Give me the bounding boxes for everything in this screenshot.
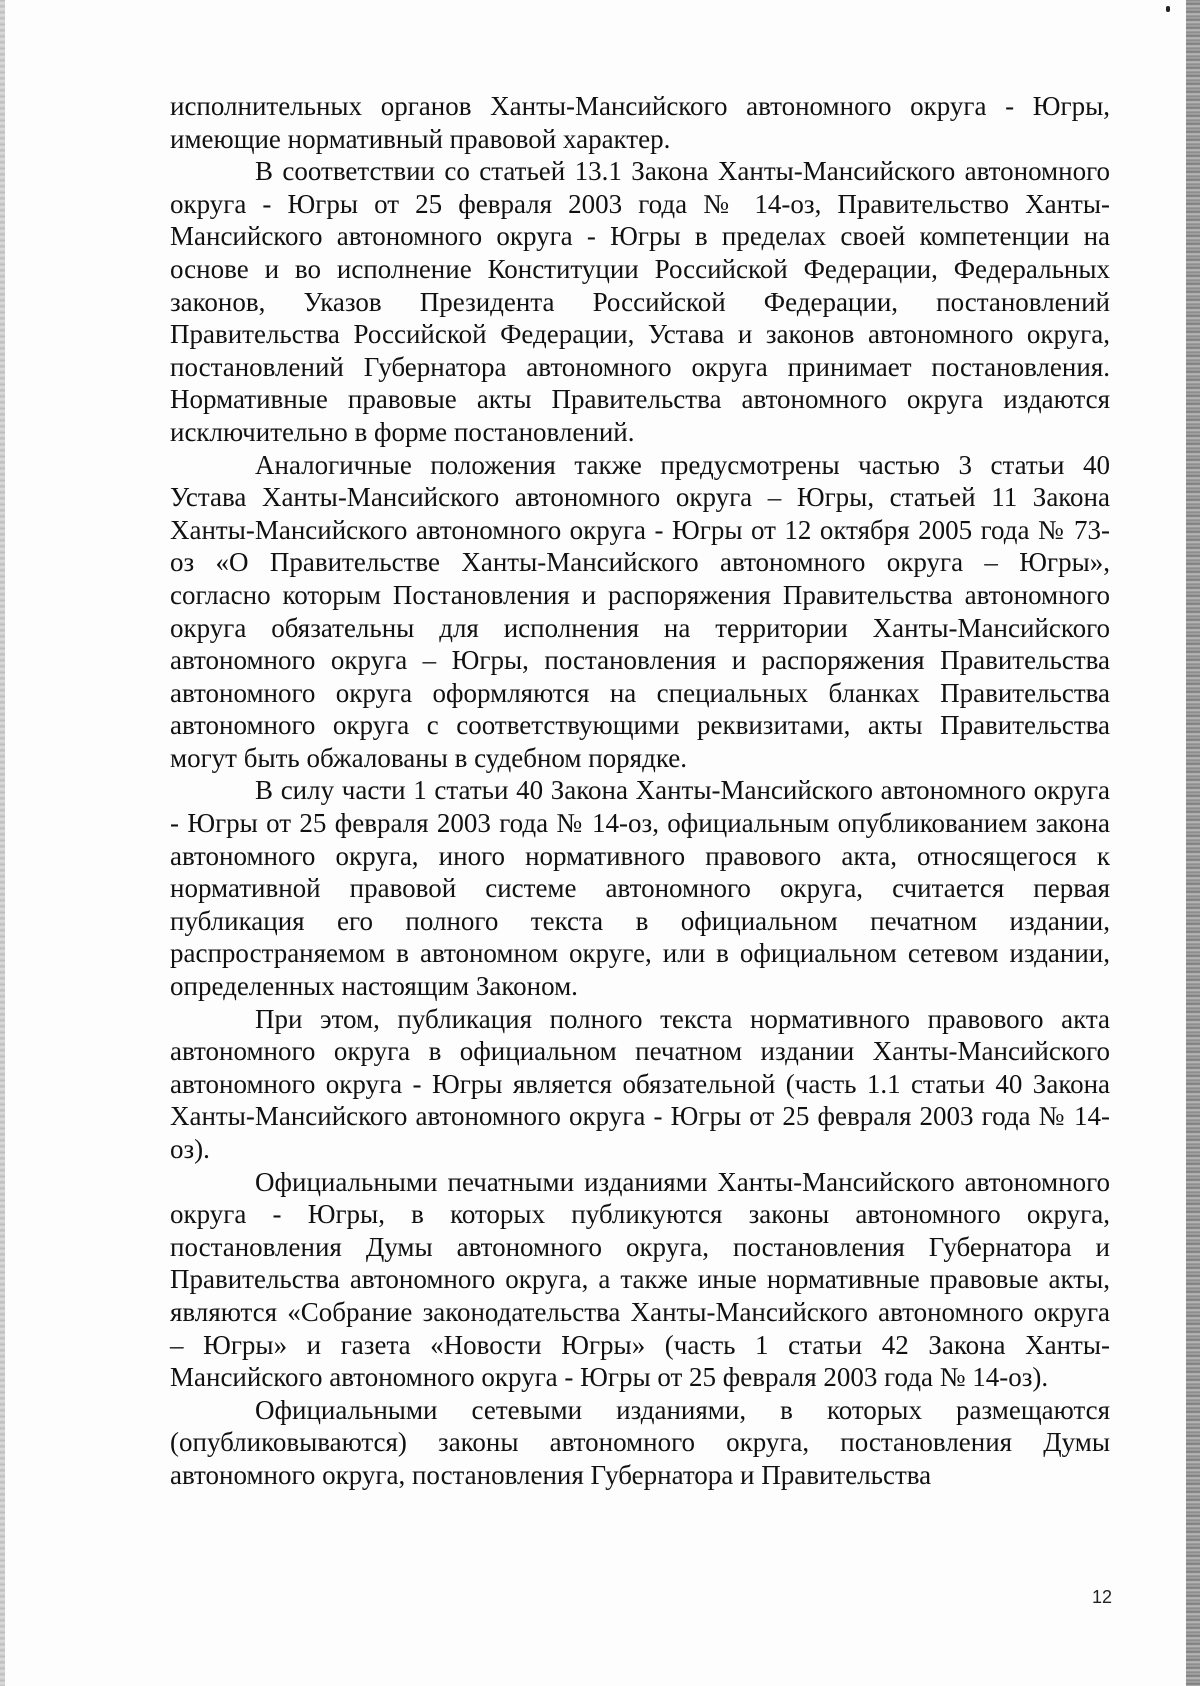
page-number: 12 — [1092, 1587, 1113, 1607]
scan-right-edge — [1186, 0, 1200, 1686]
scan-artifact-mark — [1166, 6, 1170, 12]
paragraph-continuation: исполнительных органов Ханты-Мансийского автономного округа - Югры, имеющие нормативный правовой характер. — [170, 91, 1110, 154]
paragraph-network-editions: Официальными сетевыми изданиями, в которых размещаются (опубликовываются) законы автономного округа, постановления Думы автономного округа, постановления Губернатора и Правительства — [170, 1394, 1110, 1490]
document-body — [170, 90, 1110, 1492]
paragraph-print-editions: Официальными печатными изданиями Ханты-Мансийского автономного округа - Югры, в которых публикуются законы автономного округа, постановления Думы автономного округа, постановления Губернатора и Правительства автономного округа, а также иные нормативные правовые акты, являются «Собрание законодательства Ханты-Мансийского автономного округа – Югры» и газета «Новости Югры» (часть 1 статьи 42 Закона Ханты-Мансийского автономного округа - Югры от 25 февраля 2003 года № 14-оз). — [170, 1166, 1110, 1393]
paragraph-charter-provisions: Аналогичные положения также предусмотрены частью 3 статьи 40 Устава Ханты-Мансийского автономного округа – Югры, статьей 11 Закона Ханты-Мансийского автономного округа - Югры от 12 октября 2005 года № 73-оз «О Правительстве Ханты-Мансийского автономного округа – Югры», согласно которым Постановления и распоряжения Правительства автономного округа обязательны для исполнения на территории Ханты-Мансийского автономного округа – Югры, постановления и распоряжения Правительства автономного округа оформляются на специальных бланках Правительства автономного округа с соответствующими реквизитами, акты Правительства могут быть обжалованы в судебном порядке. — [170, 449, 1110, 773]
paragraph-official-publication: В силу части 1 статьи 40 Закона Ханты-Мансийского автономного округа - Югры от 25 февраля 2003 года № 14-оз, официальным опубликованием закона автономного округа, иного нормативного правового акта, относящегося к нормативной правовой системе автономного округа, считается первая публикация его полного текста в официальном печатном издании, распространяемом в автономном округе, или в официальном сетевом издании, определенных настоящим Законом. — [170, 775, 1110, 1002]
paragraph-article-13-1: В соответствии со статьей 13.1 Закона Ханты-Мансийского автономного округа - Югры от 25 февраля 2003 года № 14-оз, Правительство Ханты-Мансийского автономного округа - Югры в пределах своей компетенции на основе и во исполнение Конституции Российской Федерации, Федеральных законов, Указов Президента Российской Федерации, постановлений Правительства Российской Федерации, Устава и законов автономного округа, постановлений Губернатора автономного округа принимает постановления. Нормативные правовые акты Правительства автономного округа издаются исключительно в форме постановлений. — [170, 156, 1110, 447]
paragraph-mandatory-publication: При этом, публикация полного текста нормативного правового акта автономного округа в официальном печатном издании Ханты-Мансийского автономного округа - Югры является обязательной (часть 1.1 статьи 40 Закона Ханты-Мансийского автономного округа - Югры от 25 февраля 2003 года № 14-оз). — [170, 1003, 1110, 1164]
scan-left-edge — [0, 0, 5, 1686]
